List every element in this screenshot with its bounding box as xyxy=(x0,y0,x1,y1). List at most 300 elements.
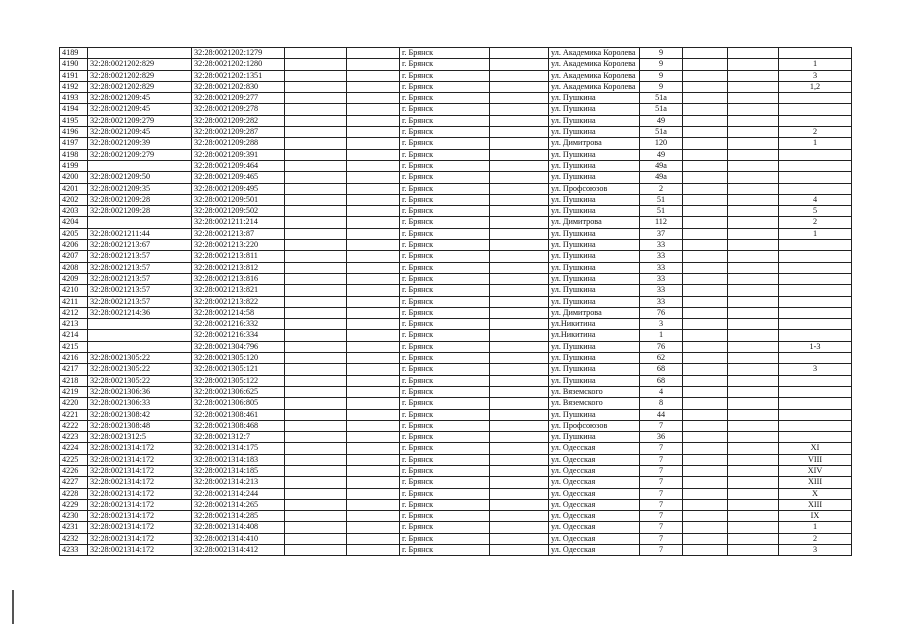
table-row xyxy=(60,499,852,510)
city-cell: г. Брянск xyxy=(400,93,490,104)
street-cell: ул. Пушкина xyxy=(549,206,640,217)
empty-cell xyxy=(728,138,779,149)
house-number-cell: 33 xyxy=(640,273,683,284)
street-cell: ул. Профсоюзов xyxy=(549,420,640,431)
empty-cell xyxy=(347,93,400,104)
cadastral-number: 32:28:0021213:822 xyxy=(192,296,285,307)
row-number: 4222 xyxy=(60,420,88,431)
house-number-cell: 51 xyxy=(640,194,683,205)
row-number: 4230 xyxy=(60,511,88,522)
empty-cell xyxy=(490,364,549,375)
house-number-cell: 120 xyxy=(640,138,683,149)
empty-cell xyxy=(490,409,549,420)
empty-cell xyxy=(285,511,347,522)
house-number-cell: 49а xyxy=(640,160,683,171)
cadastral-number: 32:28:0021314:410 xyxy=(192,533,285,544)
empty-cell xyxy=(285,341,347,352)
street-cell: ул. Пушкина xyxy=(549,149,640,160)
apartment-cell: XI xyxy=(779,443,852,454)
empty-cell xyxy=(285,217,347,228)
cadastral-number: 32:28:0021209:287 xyxy=(192,127,285,138)
empty-cell xyxy=(490,319,549,330)
empty-cell xyxy=(728,48,779,59)
empty-cell xyxy=(285,432,347,443)
city-cell: г. Брянск xyxy=(400,296,490,307)
empty-cell xyxy=(347,70,400,81)
apartment-cell: 1,2 xyxy=(779,81,852,92)
row-number: 4205 xyxy=(60,228,88,239)
cadastral-parent-number: 32:28:0021213:57 xyxy=(88,296,192,307)
empty-cell xyxy=(683,409,728,420)
cadastral-parent-number: 32:28:0021209:45 xyxy=(88,93,192,104)
row-number: 4196 xyxy=(60,127,88,138)
empty-cell xyxy=(683,545,728,556)
empty-cell xyxy=(728,364,779,375)
empty-cell xyxy=(728,454,779,465)
apartment-cell: IX xyxy=(779,511,852,522)
cadastral-number: 32:28:0021306:805 xyxy=(192,398,285,409)
empty-cell xyxy=(490,138,549,149)
city-cell: г. Брянск xyxy=(400,398,490,409)
empty-cell xyxy=(683,104,728,115)
empty-cell xyxy=(285,172,347,183)
cadastral-number: 32:28:0021209:502 xyxy=(192,206,285,217)
empty-cell xyxy=(347,341,400,352)
row-number: 4193 xyxy=(60,93,88,104)
row-number: 4191 xyxy=(60,70,88,81)
empty-cell xyxy=(490,273,549,284)
street-cell: ул. Одесская xyxy=(549,477,640,488)
table-row xyxy=(60,285,852,296)
empty-cell xyxy=(285,465,347,476)
cadastral-parent-number: 32:28:0021202:829 xyxy=(88,81,192,92)
empty-cell xyxy=(728,319,779,330)
house-number-cell: 7 xyxy=(640,499,683,510)
empty-cell xyxy=(347,330,400,341)
empty-cell xyxy=(683,511,728,522)
empty-cell xyxy=(683,296,728,307)
empty-cell xyxy=(683,194,728,205)
cadastral-parent-number: 32:28:0021314:172 xyxy=(88,443,192,454)
empty-cell xyxy=(285,443,347,454)
empty-cell xyxy=(490,70,549,81)
cadastral-number: 32:28:0021306:625 xyxy=(192,386,285,397)
empty-cell xyxy=(490,465,549,476)
table-row xyxy=(60,273,852,284)
empty-cell xyxy=(728,353,779,364)
cadastral-number: 32:28:0021216:334 xyxy=(192,330,285,341)
row-number: 4219 xyxy=(60,386,88,397)
empty-cell xyxy=(683,160,728,171)
cadastral-number: 32:28:0021202:1351 xyxy=(192,70,285,81)
row-number: 4212 xyxy=(60,307,88,318)
house-number-cell: 7 xyxy=(640,465,683,476)
empty-cell xyxy=(490,251,549,262)
empty-cell xyxy=(728,341,779,352)
city-cell: г. Брянск xyxy=(400,353,490,364)
table-row xyxy=(60,296,852,307)
apartment-cell: 5 xyxy=(779,206,852,217)
apartment-cell xyxy=(779,398,852,409)
table-row xyxy=(60,70,852,81)
apartment-cell: 3 xyxy=(779,70,852,81)
house-number-cell: 1 xyxy=(640,330,683,341)
empty-cell xyxy=(347,183,400,194)
table-row xyxy=(60,522,852,533)
house-number-cell: 68 xyxy=(640,375,683,386)
street-cell: ул. Вяземского xyxy=(549,386,640,397)
apartment-cell xyxy=(779,172,852,183)
city-cell: г. Брянск xyxy=(400,341,490,352)
empty-cell xyxy=(490,217,549,228)
table-row xyxy=(60,454,852,465)
street-cell: ул. Одесская xyxy=(549,511,640,522)
row-number: 4197 xyxy=(60,138,88,149)
empty-cell xyxy=(683,138,728,149)
apartment-cell: XIV xyxy=(779,465,852,476)
empty-cell xyxy=(490,420,549,431)
street-cell: ул. Одесская xyxy=(549,499,640,510)
table-row xyxy=(60,307,852,318)
apartment-cell xyxy=(779,432,852,443)
house-number-cell: 7 xyxy=(640,522,683,533)
empty-cell xyxy=(347,160,400,171)
empty-cell xyxy=(490,499,549,510)
empty-cell xyxy=(347,59,400,70)
empty-cell xyxy=(728,409,779,420)
cadastral-number: 32:28:0021209:282 xyxy=(192,115,285,126)
empty-cell xyxy=(490,285,549,296)
empty-cell xyxy=(683,364,728,375)
empty-cell xyxy=(490,104,549,115)
cadastral-number: 32:28:0021213:812 xyxy=(192,262,285,273)
house-number-cell: 9 xyxy=(640,59,683,70)
apartment-cell xyxy=(779,251,852,262)
empty-cell xyxy=(285,81,347,92)
empty-cell xyxy=(285,522,347,533)
cadastral-number: 32:28:0021202:1280 xyxy=(192,59,285,70)
city-cell: г. Брянск xyxy=(400,48,490,59)
empty-cell xyxy=(490,183,549,194)
empty-cell xyxy=(285,533,347,544)
house-number-cell: 49 xyxy=(640,115,683,126)
apartment-cell xyxy=(779,353,852,364)
street-cell: ул. Пушкина xyxy=(549,364,640,375)
cadastral-parent-number: 32:28:0021209:35 xyxy=(88,183,192,194)
city-cell: г. Брянск xyxy=(400,522,490,533)
table-row xyxy=(60,545,852,556)
cadastral-number: 32:28:0021202:830 xyxy=(192,81,285,92)
empty-cell xyxy=(728,477,779,488)
empty-cell xyxy=(728,59,779,70)
empty-cell xyxy=(728,398,779,409)
table-row xyxy=(60,172,852,183)
empty-cell xyxy=(285,160,347,171)
empty-cell xyxy=(683,499,728,510)
street-cell: ул. Пушкина xyxy=(549,251,640,262)
city-cell: г. Брянск xyxy=(400,104,490,115)
house-number-cell: 9 xyxy=(640,48,683,59)
empty-cell xyxy=(347,228,400,239)
empty-cell xyxy=(728,386,779,397)
table-row xyxy=(60,477,852,488)
table-row xyxy=(60,432,852,443)
empty-cell xyxy=(683,183,728,194)
empty-cell xyxy=(683,307,728,318)
cadastral-parent-number: 32:28:0021213:67 xyxy=(88,240,192,251)
empty-cell xyxy=(490,375,549,386)
row-number: 4224 xyxy=(60,443,88,454)
street-cell: ул.Никитина xyxy=(549,330,640,341)
house-number-cell: 51а xyxy=(640,127,683,138)
cadastral-parent-number xyxy=(88,160,192,171)
apartment-cell: 1 xyxy=(779,138,852,149)
row-number: 4227 xyxy=(60,477,88,488)
city-cell: г. Брянск xyxy=(400,499,490,510)
cadastral-number: 32:28:0021213:811 xyxy=(192,251,285,262)
cadastral-parent-number: 32:28:0021209:28 xyxy=(88,194,192,205)
house-number-cell: 76 xyxy=(640,341,683,352)
cadastral-parent-number xyxy=(88,319,192,330)
empty-cell xyxy=(285,48,347,59)
house-number-cell: 7 xyxy=(640,443,683,454)
house-number-cell: 44 xyxy=(640,409,683,420)
empty-cell xyxy=(347,251,400,262)
cadastral-parent-number: 32:28:0021314:172 xyxy=(88,465,192,476)
table-row xyxy=(60,160,852,171)
empty-cell xyxy=(728,522,779,533)
empty-cell xyxy=(683,432,728,443)
city-cell: г. Брянск xyxy=(400,81,490,92)
street-cell: ул. Одесская xyxy=(549,522,640,533)
empty-cell xyxy=(285,296,347,307)
empty-cell xyxy=(347,499,400,510)
row-number: 4218 xyxy=(60,375,88,386)
empty-cell xyxy=(490,443,549,454)
empty-cell xyxy=(490,398,549,409)
cadastral-parent-number: 32:28:0021314:172 xyxy=(88,522,192,533)
apartment-cell xyxy=(779,48,852,59)
empty-cell xyxy=(347,545,400,556)
cadastral-parent-number: 32:28:0021305:22 xyxy=(88,364,192,375)
cadastral-parent-number: 32:28:0021305:22 xyxy=(88,353,192,364)
street-cell: ул. Пушкина xyxy=(549,127,640,138)
cadastral-parent-number: 32:28:0021213:57 xyxy=(88,251,192,262)
apartment-cell: XIII xyxy=(779,477,852,488)
street-cell: ул. Академика Королева xyxy=(549,59,640,70)
row-number: 4217 xyxy=(60,364,88,375)
street-cell: ул. Вяземского xyxy=(549,398,640,409)
apartment-cell xyxy=(779,409,852,420)
cadastral-parent-number: 32:28:0021211:44 xyxy=(88,228,192,239)
city-cell: г. Брянск xyxy=(400,488,490,499)
empty-cell xyxy=(728,285,779,296)
empty-cell xyxy=(285,240,347,251)
cadastral-number: 32:28:0021211:214 xyxy=(192,217,285,228)
street-cell: ул. Пушкина xyxy=(549,375,640,386)
empty-cell xyxy=(728,127,779,138)
empty-cell xyxy=(347,375,400,386)
empty-cell xyxy=(285,183,347,194)
row-number: 4233 xyxy=(60,545,88,556)
empty-cell xyxy=(683,386,728,397)
cadastral-number: 32:28:0021314:244 xyxy=(192,488,285,499)
city-cell: г. Брянск xyxy=(400,330,490,341)
house-number-cell: 33 xyxy=(640,262,683,273)
house-number-cell: 51а xyxy=(640,104,683,115)
row-number: 4202 xyxy=(60,194,88,205)
city-cell: г. Брянск xyxy=(400,375,490,386)
table-row xyxy=(60,465,852,476)
cadastral-number: 32:28:0021216:332 xyxy=(192,319,285,330)
apartment-cell xyxy=(779,160,852,171)
empty-cell xyxy=(683,172,728,183)
empty-cell xyxy=(285,206,347,217)
table-row xyxy=(60,81,852,92)
city-cell: г. Брянск xyxy=(400,217,490,228)
empty-cell xyxy=(285,194,347,205)
street-cell: ул. Димитрова xyxy=(549,217,640,228)
empty-cell xyxy=(347,533,400,544)
empty-cell xyxy=(683,330,728,341)
house-number-cell: 7 xyxy=(640,511,683,522)
cadastral-number: 32:28:0021314:175 xyxy=(192,443,285,454)
cadastral-parent-number: 32:28:0021314:172 xyxy=(88,499,192,510)
empty-cell xyxy=(728,511,779,522)
empty-cell xyxy=(490,115,549,126)
house-number-cell: 9 xyxy=(640,81,683,92)
cadastral-number: 32:28:0021209:277 xyxy=(192,93,285,104)
empty-cell xyxy=(285,273,347,284)
house-number-cell: 49а xyxy=(640,172,683,183)
row-number: 4201 xyxy=(60,183,88,194)
empty-cell xyxy=(683,375,728,386)
cadastral-parent-number: 32:28:0021213:57 xyxy=(88,273,192,284)
city-cell: г. Брянск xyxy=(400,138,490,149)
street-cell: ул. Пушкина xyxy=(549,115,640,126)
empty-cell xyxy=(728,375,779,386)
table-row xyxy=(60,533,852,544)
table-row xyxy=(60,251,852,262)
empty-cell xyxy=(490,488,549,499)
apartment-cell xyxy=(779,330,852,341)
empty-cell xyxy=(285,330,347,341)
street-cell: ул. Одесская xyxy=(549,533,640,544)
cadastral-parent-number: 32:28:0021214:36 xyxy=(88,307,192,318)
cadastral-parent-number xyxy=(88,217,192,228)
cadastral-number: 32:28:0021209:495 xyxy=(192,183,285,194)
city-cell: г. Брянск xyxy=(400,160,490,171)
empty-cell xyxy=(285,477,347,488)
city-cell: г. Брянск xyxy=(400,59,490,70)
empty-cell xyxy=(490,149,549,160)
empty-cell xyxy=(490,477,549,488)
table-row xyxy=(60,375,852,386)
cadastral-number: 32:28:0021314:265 xyxy=(192,499,285,510)
cadastral-parent-number: 32:28:0021209:28 xyxy=(88,206,192,217)
row-number: 4190 xyxy=(60,59,88,70)
empty-cell xyxy=(285,285,347,296)
empty-cell xyxy=(285,59,347,70)
street-cell: ул. Пушкина xyxy=(549,273,640,284)
empty-cell xyxy=(683,240,728,251)
table-row xyxy=(60,262,852,273)
cadastral-number: 32:28:0021314:285 xyxy=(192,511,285,522)
city-cell: г. Брянск xyxy=(400,364,490,375)
empty-cell xyxy=(683,285,728,296)
empty-cell xyxy=(347,104,400,115)
empty-cell xyxy=(728,206,779,217)
house-number-cell: 76 xyxy=(640,307,683,318)
cadastral-parent-number: 32:28:0021202:829 xyxy=(88,70,192,81)
cadastral-number: 32:28:0021305:122 xyxy=(192,375,285,386)
empty-cell xyxy=(347,364,400,375)
empty-cell xyxy=(728,262,779,273)
house-number-cell: 62 xyxy=(640,353,683,364)
row-number: 4229 xyxy=(60,499,88,510)
apartment-cell: 1-3 xyxy=(779,341,852,352)
empty-cell xyxy=(683,319,728,330)
city-cell: г. Брянск xyxy=(400,206,490,217)
empty-cell xyxy=(347,48,400,59)
empty-cell xyxy=(347,149,400,160)
row-number: 4216 xyxy=(60,353,88,364)
city-cell: г. Брянск xyxy=(400,240,490,251)
empty-cell xyxy=(683,149,728,160)
house-number-cell: 68 xyxy=(640,364,683,375)
table-row xyxy=(60,138,852,149)
apartment-cell xyxy=(779,93,852,104)
empty-cell xyxy=(490,160,549,171)
city-cell: г. Брянск xyxy=(400,228,490,239)
cadastral-parent-number: 32:28:0021308:42 xyxy=(88,409,192,420)
apartment-cell xyxy=(779,307,852,318)
empty-cell xyxy=(347,194,400,205)
house-number-cell: 4 xyxy=(640,386,683,397)
empty-cell xyxy=(347,353,400,364)
empty-cell xyxy=(285,93,347,104)
cadastral-number: 32:28:0021314:183 xyxy=(192,454,285,465)
cadastral-parent-number xyxy=(88,330,192,341)
empty-cell xyxy=(683,206,728,217)
house-number-cell: 7 xyxy=(640,454,683,465)
cadastral-parent-number: 32:28:0021314:172 xyxy=(88,511,192,522)
empty-cell xyxy=(347,420,400,431)
empty-cell xyxy=(285,104,347,115)
empty-cell xyxy=(347,465,400,476)
street-cell: ул. Пушкина xyxy=(549,341,640,352)
apartment-cell: X xyxy=(779,488,852,499)
empty-cell xyxy=(728,443,779,454)
cadastral-number: 32:28:0021314:408 xyxy=(192,522,285,533)
city-cell: г. Брянск xyxy=(400,443,490,454)
cadastral-number: 32:28:0021209:288 xyxy=(192,138,285,149)
empty-cell xyxy=(347,307,400,318)
empty-cell xyxy=(490,127,549,138)
house-number-cell: 33 xyxy=(640,251,683,262)
street-cell: ул. Пушкина xyxy=(549,160,640,171)
city-cell: г. Брянск xyxy=(400,251,490,262)
empty-cell xyxy=(683,70,728,81)
street-cell: ул. Пушкина xyxy=(549,285,640,296)
street-cell: ул. Одесская xyxy=(549,465,640,476)
empty-cell xyxy=(683,443,728,454)
empty-cell xyxy=(285,127,347,138)
cadastral-parent-number: 32:28:0021213:57 xyxy=(88,262,192,273)
cadastral-parent-number: 32:28:0021209:45 xyxy=(88,127,192,138)
empty-cell xyxy=(683,477,728,488)
row-number: 4226 xyxy=(60,465,88,476)
